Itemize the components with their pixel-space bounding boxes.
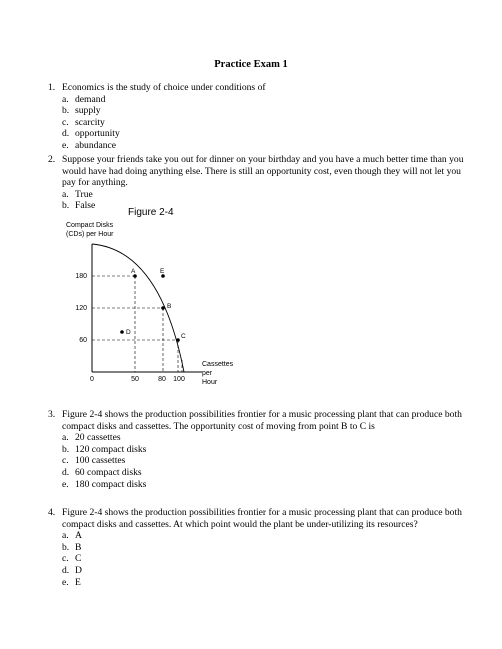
- option-d: d. D: [62, 564, 82, 576]
- question-number: 4.: [48, 507, 56, 518]
- point-label-b: B: [167, 303, 172, 310]
- option-b: b. False: [62, 200, 96, 212]
- question-number: 2.: [48, 154, 56, 165]
- point-c-dot: [176, 338, 180, 342]
- option-a: a. demand: [62, 93, 106, 105]
- point-label-a: A: [131, 268, 136, 275]
- x-tick-label: 80: [158, 376, 166, 383]
- figure-title: Figure 2-4: [128, 207, 174, 218]
- option-e: e. 180 compact disks: [62, 478, 147, 490]
- guide-lines: [92, 276, 182, 372]
- option-c: c. 100 cassettes: [62, 455, 126, 467]
- question-1: [48, 82, 468, 152]
- question-4: [48, 507, 468, 588]
- question-stem: Figure 2-4 shows the production possibilities frontier for a music processing plant that can produce both compact disks and cassettes. The opportunity cost of moving from point B to C is: [62, 409, 462, 432]
- point-label-d: D: [126, 329, 131, 336]
- option-c: c. C: [62, 553, 82, 565]
- option-e: e. E: [62, 576, 81, 588]
- option-c: c. scarcity: [62, 116, 105, 128]
- option-d: d. opportunity: [62, 128, 120, 140]
- question-number: 1.: [48, 82, 56, 93]
- x-tick-label: 50: [131, 376, 139, 383]
- option-b: b. B: [62, 541, 82, 553]
- question-stem: Suppose your friends take you out for dinner on your birthday and you have a much better time than you would have had doing anything else. There is still an opportunity cost, even though they will not let you pay for anything.: [62, 154, 464, 189]
- option-b: b. supply: [62, 105, 101, 117]
- option-a: a. True: [62, 188, 93, 200]
- y-tick-label: 180: [75, 273, 87, 280]
- option-e: e. abundance: [62, 139, 117, 151]
- question-stem: Figure 2-4 shows the production possibilities frontier for a music processing plant that can produce both compact disks and cassettes. At which point would the plant be under-utilizing its resources?: [62, 507, 462, 530]
- x-axis-label: per: [202, 370, 213, 377]
- figure-2-4: [60, 200, 280, 386]
- x-tick-label: 0: [90, 376, 94, 383]
- point-d-dot: [120, 330, 124, 334]
- point-b-dot: [161, 306, 165, 310]
- y-axis-label: (CDs) per Hour: [66, 231, 114, 238]
- point-label-e: E: [160, 268, 165, 275]
- point-label-c: C: [181, 333, 186, 340]
- option-b: b. 120 compact disks: [62, 443, 147, 455]
- option-a: a. 20 cassettes: [62, 432, 121, 444]
- option-a: a. A: [62, 530, 82, 542]
- question-3: [48, 409, 468, 490]
- question-stem: Economics is the study of choice under conditions of: [62, 82, 266, 93]
- x-axis-label: Hour: [202, 379, 218, 386]
- x-axis-label: Cassettes: [202, 361, 234, 368]
- option-d: d. 60 compact disks: [62, 466, 142, 478]
- x-tick-label: 100: [173, 376, 185, 383]
- y-tick-label: 60: [79, 337, 87, 344]
- page-title: Practice Exam 1: [214, 59, 288, 70]
- y-axis-label: Compact Disks: [66, 222, 114, 229]
- question-number: 3.: [48, 409, 56, 420]
- y-tick-label: 120: [75, 305, 87, 312]
